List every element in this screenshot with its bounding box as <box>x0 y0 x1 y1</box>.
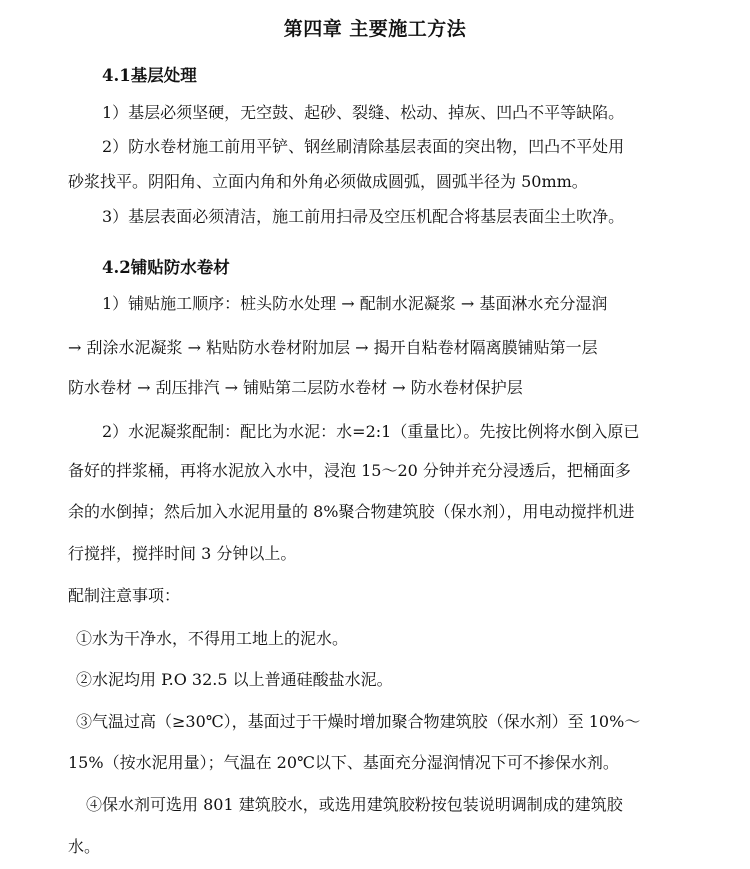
paragraph-line: 2）水泥凝浆配制：配比为水泥：水=2:1（重量比）。先按比例将水倒入原已 <box>102 422 640 441</box>
note-item: 15%（按水泥用量）；气温在 20℃以下、基面充分湿润情况下可不掺保水剂。 <box>68 753 619 772</box>
paragraph-line: 3）基层表面必须清洁，施工前用扫帚及空压机配合将基层表面尘土吹净。 <box>102 207 625 226</box>
paragraph-line: 砂浆找平。阴阳角、立面内角和外角必须做成圆弧，圆弧半径为 50mm。 <box>68 172 588 191</box>
section-heading-4-2: 4.2铺贴防水卷材 <box>102 258 230 277</box>
note-item: ④保水剂可选用 801 建筑胶水，或选用建筑胶粉按包装说明调制成的建筑胶 <box>86 795 623 814</box>
note-item: ②水泥均用 P.O 32.5 以上普通硅酸盐水泥。 <box>76 670 393 689</box>
paragraph-line: 防水卷材 → 刮压排汽 → 铺贴第二层防水卷材 → 防水卷材保护层 <box>68 378 523 397</box>
paragraph-line: 1）基层必须坚硬，无空鼓、起砂、裂缝、松动、掉灰、凹凸不平等缺陷。 <box>102 103 625 122</box>
paragraph-line: 2）防水卷材施工前用平铲、钢丝刷清除基层表面的突出物，凹凸不平处用 <box>102 137 625 156</box>
notes-title: 配制注意事项： <box>68 586 181 605</box>
note-item: ①水为干净水，不得用工地上的泥水。 <box>76 629 349 648</box>
chapter-title: 第四章 主要施工方法 <box>283 18 467 40</box>
paragraph-line: 余的水倒掉；然后加入水泥用量的 8%聚合物建筑胶（保水剂），用电动搅拌机进 <box>68 502 635 521</box>
note-item: 水。 <box>68 837 101 856</box>
section-heading-4-1: 4.1基层处理 <box>102 66 197 85</box>
paragraph-line: 1）铺贴施工顺序：桩头防水处理 → 配制水泥凝浆 → 基面淋水充分湿润 <box>102 294 608 313</box>
paragraph-line: → 刮涂水泥凝浆 → 粘贴防水卷材附加层 → 揭开自粘卷材隔离膜铺贴第一层 <box>68 338 598 357</box>
note-item: ③气温过高（≥30℃），基面过于干燥时增加聚合物建筑胶（保水剂）至 10%～ <box>76 712 641 731</box>
paragraph-line: 行搅拌，搅拌时间 3 分钟以上。 <box>68 544 297 563</box>
paragraph-line: 备好的拌浆桶，再将水泥放入水中，浸泡 15～20 分钟并充分浸透后，把桶面多 <box>68 461 631 480</box>
